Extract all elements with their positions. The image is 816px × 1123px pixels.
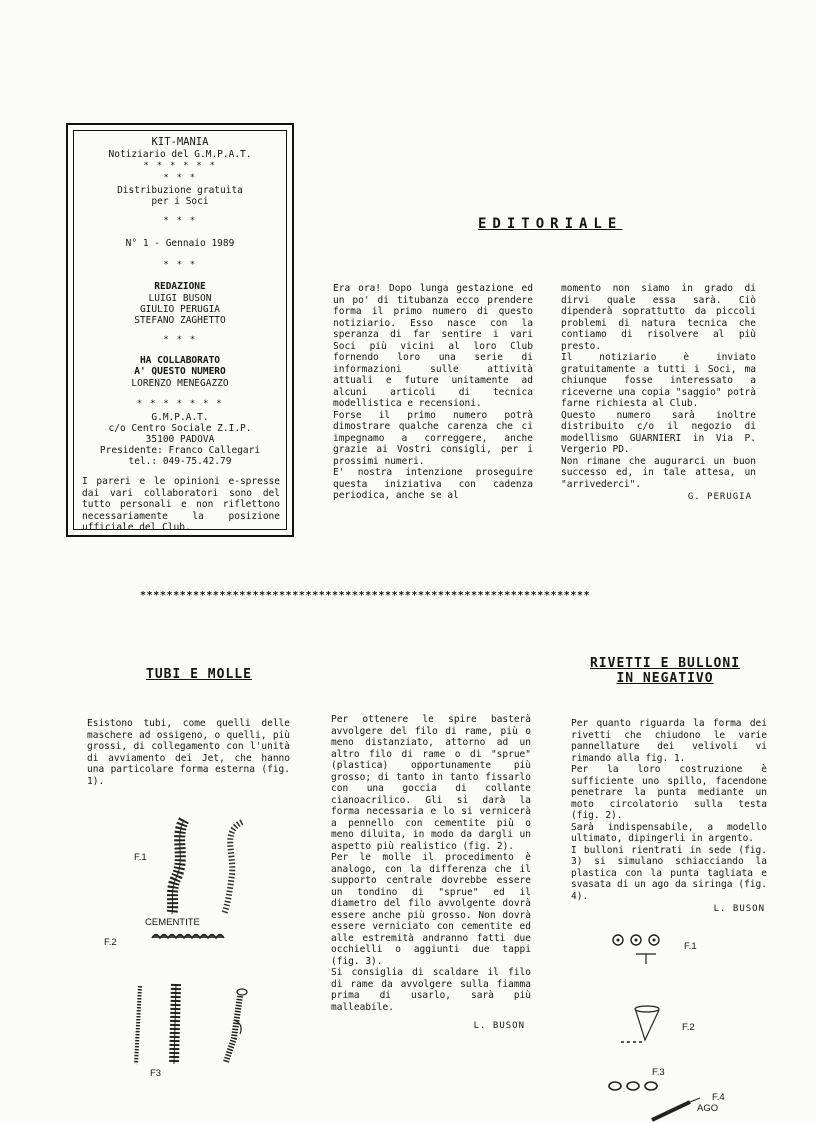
tubi-column-1 <box>87 718 290 787</box>
paragraph: Questo numero sarà inoltre distribuito c/o il negozio di modellismo GUARNIERI in Via P. Vergerio PD. <box>561 409 756 455</box>
separator: * * * <box>163 260 197 270</box>
masthead-inner-border <box>73 130 287 533</box>
rivet-heads-illustration <box>610 932 670 972</box>
paragraph: Sarà indispensabile, a modello ultimato, dipingerli in argento. <box>571 821 767 844</box>
tubi-heading: TUBI E MOLLE <box>146 667 252 682</box>
paragraph: momento non siamo in grado di dirvi quale essa sarà. Ciò dipenderà soprattutto da piccoli problemi di natura tecnica che contiamo di risolvere al più presto. <box>561 283 756 352</box>
paragraph: Era ora! Dopo lunga gestazione ed un po' di titubanza ecco prendere forma il primo numero di questo notiziario. Esso nasce con la speranza di far sentire i vari Soci più vicini al loro Club fornendo loro una serie di informazioni sulle attività attuali e future unitamente ad alcuni articoli di tecnica modellistica e recensioni. <box>333 283 533 409</box>
address-line: c/o Centro Sociale Z.I.P. <box>108 423 252 434</box>
redazione-name: GIULIO PERUGIA <box>139 304 221 315</box>
paragraph: Il notiziario è inviato gratuitamente a tutti i Soci, ma chiunque fosse interessato a riceverne una copia "saggio" potrà farne richiesta al Club. <box>561 352 756 409</box>
paragraph: Per le molle il procedimento è analogo, con la differenza che il supporto centrale dovrebbe essere un tondino di "sprue" ed il diametro del filo avvolgente dovrà essere anche più grosso. Non dovrà essere verniciato con cementite ed alle estremità andranno fatti due occhielli o aggiunti due tappi (fig. 3). <box>331 852 531 967</box>
fig-label-cementite: CEMENTITE <box>145 917 200 928</box>
newsletter-subtitle: Notiziario del G.M.P.A.T. <box>108 149 252 160</box>
paragraph: I bulloni rientrati in sede (fig. 3) si simulano schiacciando la plastica con la punta tagliata e svasata di un ago da siringa (fig. 4). <box>571 844 767 902</box>
collaborator-label: HA COLLABORATO <box>139 355 221 366</box>
club-name: G.M.P.A.T. <box>151 412 209 423</box>
fig-label-f2: F.2 <box>682 1022 695 1033</box>
redazione-label: REDAZIONE <box>154 281 206 292</box>
fig-label-f1: F.1 <box>134 852 147 863</box>
fig-label-f1: F.1 <box>684 941 697 952</box>
issue-number: N° 1 - Gennaio 1989 <box>125 238 235 249</box>
tubi-signature: L. BUSON <box>473 1021 525 1031</box>
rivetti-heading-line-1: RIVETTI E BULLONI <box>589 656 741 671</box>
paragraph: Esistono tubi, come quelli delle maschere ad ossigeno, o quelli, più grossi, di collegamento con l'unità di avviamento dei Jet, che hanno una particolare forma esterna (fig. 1). <box>87 718 290 787</box>
phone-line: tel.: 049-75.42.79 <box>128 456 232 467</box>
rivetti-column <box>571 718 767 916</box>
editoriale-column-2 <box>561 283 756 504</box>
separator: * * * <box>163 335 197 345</box>
fig-label-f3: F3 <box>150 1068 162 1079</box>
paragraph: Per ottenere le spire basterà avvolgere del filo di rame, più o meno distanziato, attorno ad un altro filo di rame o di "sprue" (plastica) opportunamente più grosso; di tanto in tanto fissarlo con una goccia di collante cianoacrilico. Gli si darà la forma necessaria e lo si vernicerà a pennello con cementite più o meno diluita, in modo da dargli un aspetto più realistico (fig. 2). <box>331 714 531 852</box>
president-line: Presidente: Franco Callegari <box>99 445 261 456</box>
address-city: 35100 PADOVA <box>145 434 215 445</box>
fig-label-ago: AGO <box>697 1103 719 1114</box>
rivetti-heading <box>585 656 745 686</box>
separator: * * * * * * * <box>136 399 224 409</box>
separator: * * * * * * <box>143 161 217 171</box>
fig-label-f3: F.3 <box>652 1067 665 1078</box>
rivetti-signature: L. BUSON <box>713 904 765 914</box>
spring-illustration <box>130 978 270 1068</box>
paragraph: Per la loro costruzione è sufficiente uno spillo, facendone penetrare la punta mediante un moto circolatorio sulla testa (fig. 2). <box>571 764 767 821</box>
collaborator-name: LORENZO MENEGAZZO <box>131 378 229 389</box>
redazione-name: STEFANO ZAGHETTO <box>134 315 226 326</box>
redazione-name: LUIGI BUSON <box>148 293 212 304</box>
fig-label-f2: F.2 <box>104 937 117 948</box>
distribution-line: Distribuzione gratuita <box>117 185 243 196</box>
disclaimer: I pareri e le opinioni e-spresse dai vari collaboratori sono del tutto personali e non riflettono necessariamente la posizione ufficiale del Club. <box>82 476 280 533</box>
separator: * * * <box>163 173 197 183</box>
tubi-column-2 <box>331 714 531 1033</box>
masthead-box <box>66 123 294 537</box>
star-divider: ******************************************************************** <box>140 590 591 601</box>
paragraph: Per quanto riguarda la forma dei rivetti che chiudono le varie pannellature dei velivoli vi rimando alla fig. 1. <box>571 718 767 764</box>
rivetti-heading-line-2: IN NEGATIVO <box>616 671 714 686</box>
corrugated-tube-illustration <box>160 818 280 918</box>
collaborator-label: A' QUESTO NUMERO <box>134 366 226 377</box>
editoriale-column-1 <box>333 283 533 502</box>
fig-label-f4: F.4 <box>712 1092 725 1103</box>
distribution-line: per i Soci <box>151 196 209 207</box>
separator: * * * <box>163 216 197 226</box>
bolt-and-needle-illustration <box>606 1080 766 1123</box>
newsletter-title: KIT-MANIA <box>151 136 209 148</box>
paragraph: Forse il primo numero potrà dimostrare qualche carenza che ci impegnamo a correggere, anche grazie ai Vostri consigli, per i prossimi numeri. <box>333 409 533 467</box>
paragraph: Non rimane che augurarci un buon successo ed, in tale attesa, un "arrivederci". <box>561 455 756 490</box>
editoriale-heading: EDITORIALE <box>478 216 623 232</box>
editoriale-signature: G. PERUGIA <box>687 492 752 502</box>
cementite-bead-illustration <box>150 930 230 942</box>
paragraph: E' nostra intenzione proseguire questa iniziativa con cadenza periodica, anche se al <box>333 467 533 501</box>
paragraph: Si consiglia di scaldare il filo di rame da avvolgere sulla fiamma prima di usarlo, sarà più malleabile. <box>331 967 531 1013</box>
